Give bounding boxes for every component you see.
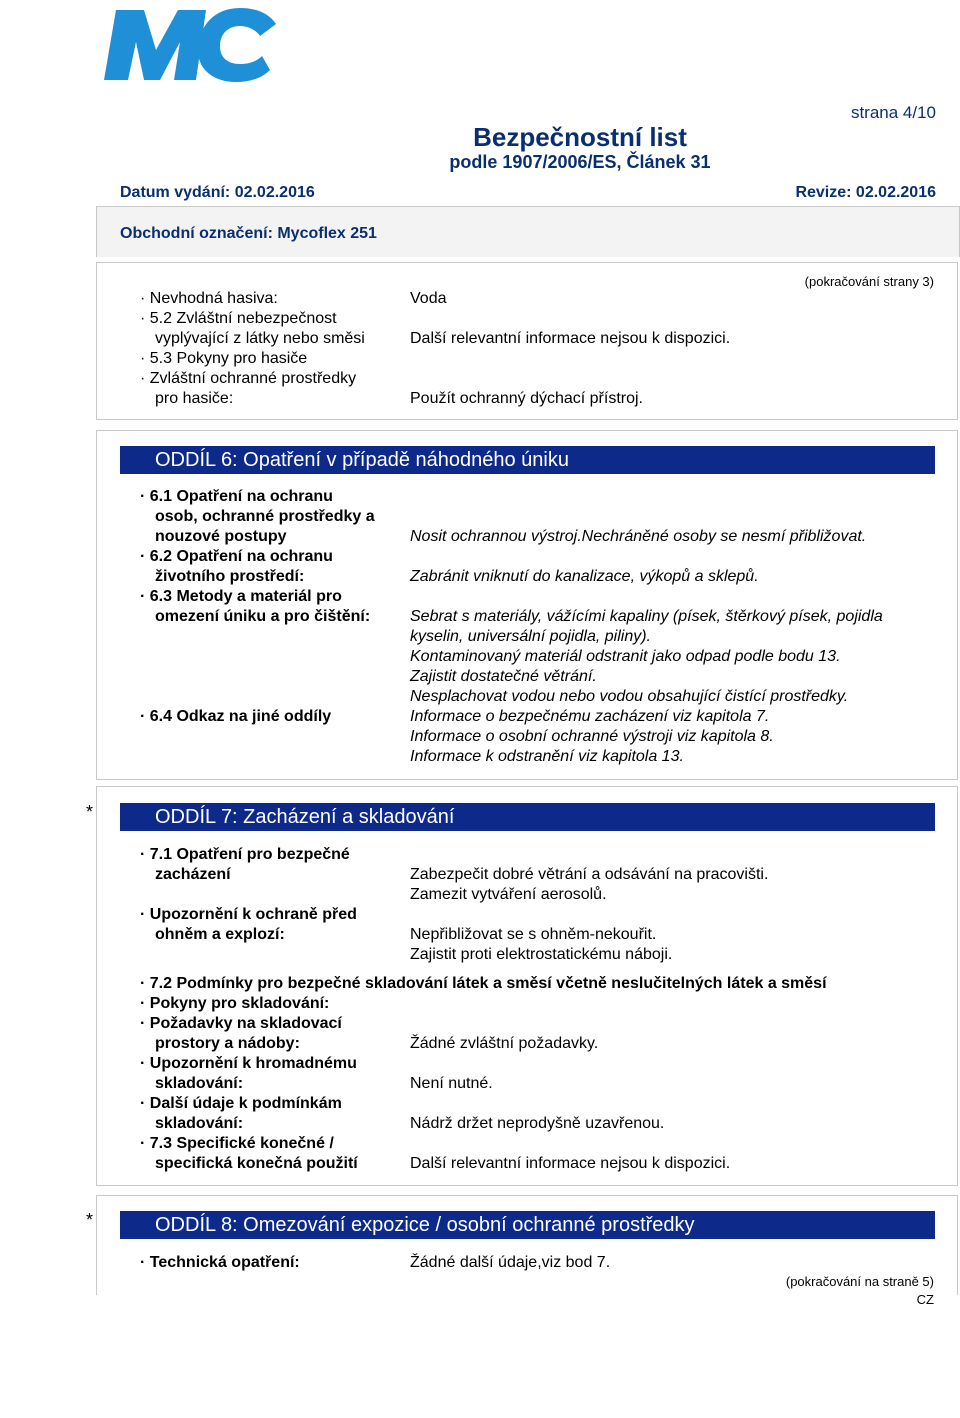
page-number: strana 4/10: [850, 103, 936, 122]
s6-2-value: Zabránit vniknutí do kanalizace, výkopů a sklepů.: [410, 568, 759, 585]
s6-4-label: · 6.4 Odkaz na jiné oddíly: [140, 708, 332, 725]
section-6-heading: ODDÍL 6: Opatření v případě náhodného úniku: [155, 449, 569, 471]
s6-4-value-1: Informace o bezpečnému zacházení viz kapitola 7.: [410, 708, 770, 725]
document-title: Bezpečnostní list: [473, 122, 687, 152]
revision-date: Revize: 02.02.2016: [795, 184, 936, 201]
protective-equipment-value: Použít ochranný dýchací přístroj.: [410, 390, 643, 407]
s7-1-label-2: zacházení: [155, 866, 231, 883]
s6-3-value-4: Zajistit dostatečné větrání.: [410, 668, 597, 685]
s7-bulk-value: Není nutné.: [410, 1075, 493, 1092]
s6-3-value-5: Nesplachovat vodou nebo vodou obsahující čistící prostředky.: [410, 688, 849, 705]
s7-3-label-2: specifická konečná použití: [155, 1155, 358, 1172]
special-hazards-label-1: · 5.2 Zvláštní nebezpečnost: [140, 310, 337, 327]
s7-conditions-label-1: · Další údaje k podmínkám: [140, 1095, 342, 1112]
s6-3-label-2: omezení úniku a pro čištění:: [155, 608, 371, 625]
firefighter-advice-label: · 5.3 Pokyny pro hasiče: [140, 350, 308, 367]
country-code: CZ: [916, 1292, 934, 1307]
s7-fire-label-1: · Upozornění k ochraně před: [140, 906, 357, 923]
s7-requirements-label-1: · Požadavky na skladovací: [140, 1015, 342, 1032]
unsuitable-extinguishers-label: · Nevhodná hasiva:: [140, 290, 278, 307]
s6-2-label-2: životního prostředí:: [155, 568, 305, 585]
s7-conditions-label-2: skladování:: [155, 1115, 244, 1132]
s7-bulk-label-1: · Upozornění k hromadnému: [140, 1055, 357, 1072]
s7-1-value-1: Zabezpečit dobré větrání a odsávání na pracovišti.: [410, 866, 769, 883]
s6-1-label-2: osob, ochranné prostředky a: [155, 508, 375, 525]
document-subtitle: podle 1907/2006/ES, Článek 31: [449, 152, 711, 172]
s7-fire-label-2: ohněm a explozí:: [155, 926, 285, 943]
s7-2-label: · 7.2 Podmínky pro bezpečné skladování látek a směsí včetně neslučitelných látek a směsí: [140, 975, 827, 992]
section-8-change-marker: *: [86, 1210, 94, 1230]
s8-technical-value: Žádné další údaje,viz bod 7.: [410, 1254, 611, 1271]
s7-1-value-2: Zamezit vytváření aerosolů.: [410, 886, 607, 903]
s6-3-value-3: Kontaminovaný materiál odstranit jako odpad podle bodu 13.: [410, 648, 841, 665]
s8-technical-label: · Technická opatření:: [140, 1254, 300, 1271]
section-7-change-marker: *: [86, 802, 94, 822]
s7-storage-advice-label: · Pokyny pro skladování:: [140, 995, 330, 1012]
protective-equipment-label-2: pro hasiče:: [155, 390, 234, 407]
s6-4-value-3: Informace k odstranění viz kapitola 13.: [410, 748, 684, 765]
s7-requirements-label-2: prostory a nádoby:: [155, 1035, 300, 1052]
section-7-heading: ODDÍL 7: Zacházení a skladování: [155, 806, 455, 828]
s6-1-label-1: · 6.1 Opatření na ochranu: [140, 488, 333, 505]
s6-2-label-1: · 6.2 Opatření na ochranu: [140, 548, 333, 565]
s7-3-value: Další relevantní informace nejsou k dispozici.: [410, 1155, 731, 1172]
s6-1-label-3: nouzové postupy: [155, 528, 287, 545]
s6-1-value: Nosit ochrannou výstroj.Nechráněné osoby se nesmí přibližovat.: [410, 528, 867, 545]
s7-requirements-value: Žádné zvláštní požadavky.: [410, 1035, 599, 1052]
s7-bulk-label-2: skladování:: [155, 1075, 244, 1092]
trade-name: Obchodní označení: Mycoflex 251: [120, 225, 377, 242]
mc-logo: [100, 2, 280, 86]
special-hazards-value: Další relevantní informace nejsou k dispozici.: [410, 330, 731, 347]
s7-fire-value-1: Nepřibližovat se s ohněm-nekouřit.: [410, 926, 657, 943]
s6-4-value-2: Informace o osobní ochranné výstroji viz kapitola 8.: [410, 728, 774, 745]
special-hazards-label-2: vyplývající z látky nebo směsi: [155, 330, 365, 347]
s7-1-label-1: · 7.1 Opatření pro bezpečné: [140, 846, 350, 863]
s7-conditions-value: Nádrž držet neprodyšně uzavřenou.: [410, 1115, 665, 1132]
s6-3-label-1: · 6.3 Metody a materiál pro: [140, 588, 342, 605]
s7-fire-value-2: Zajistit proti elektrostatickému náboji.: [410, 946, 673, 963]
s6-3-value-1: Sebrat s materiály, vážícími kapaliny (písek, štěrkový písek, pojidla: [410, 608, 883, 625]
s6-3-value-2: kyselin, universální pojidla, piliny).: [410, 628, 651, 645]
issue-date: Datum vydání: 02.02.2016: [120, 184, 315, 201]
protective-equipment-label-1: · Zvláštní ochranné prostředky: [140, 370, 357, 387]
s7-3-label-1: · 7.3 Specifické konečné /: [140, 1135, 334, 1152]
continuation-to: (pokračování na straně 5): [785, 1274, 934, 1289]
section-8-heading: ODDÍL 8: Omezování expozice / osobní ochranné prostředky: [155, 1214, 695, 1236]
continuation-from: (pokračování strany 3): [804, 274, 934, 289]
unsuitable-extinguishers-value: Voda: [410, 290, 447, 307]
